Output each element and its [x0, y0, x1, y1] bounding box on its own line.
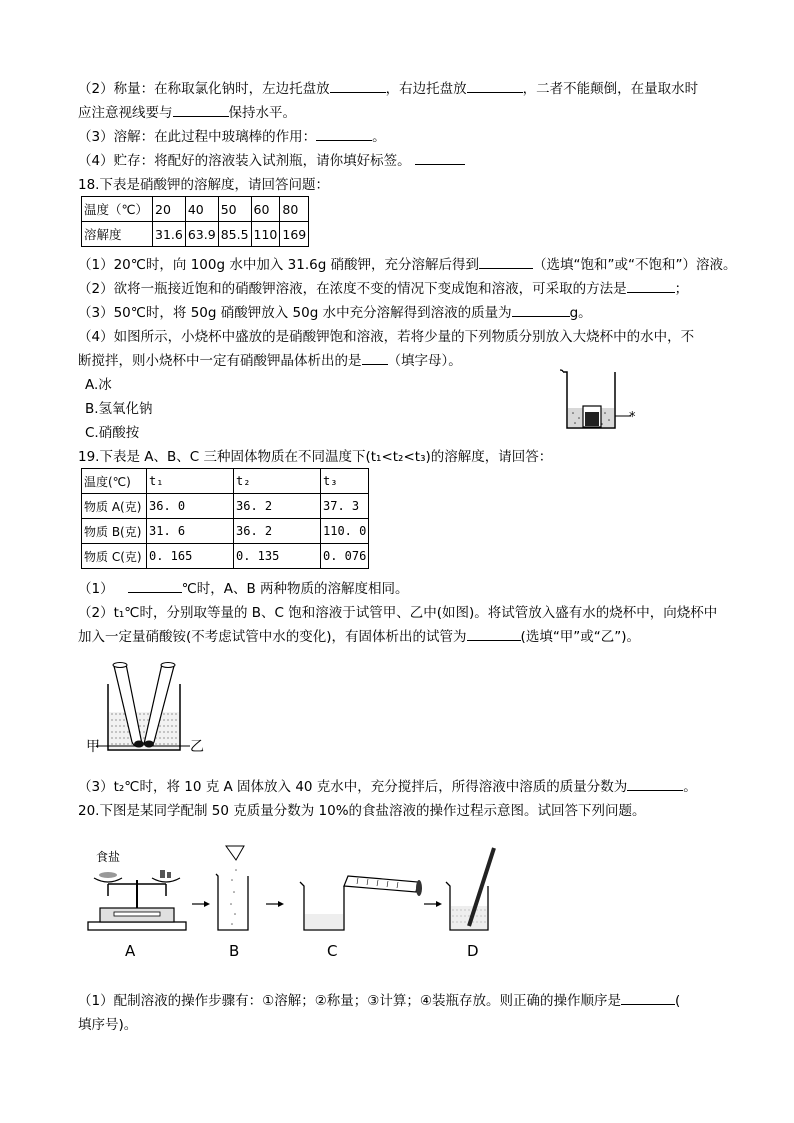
table-cell: 31.6 — [153, 222, 186, 247]
table-cell: 60 — [251, 197, 280, 222]
q19-part1 — [78, 580, 409, 598]
answer-blank[interactable] — [627, 778, 683, 791]
text: ； — [674, 281, 689, 297]
answer-blank[interactable] — [467, 80, 523, 93]
table-cell: 36. 2 — [234, 494, 321, 519]
q20-label-b: B — [229, 942, 240, 960]
q19-tube-label-yi: 乙 — [190, 739, 204, 755]
table-row — [82, 197, 309, 222]
table-row — [82, 469, 369, 494]
table-cell: 0. 076 — [321, 544, 369, 569]
q17-part2-line1 — [78, 80, 698, 98]
answer-blank[interactable] — [330, 80, 386, 93]
q18-part4-line2 — [78, 352, 462, 370]
q19-solubility-table — [81, 468, 369, 569]
q19-tube-label-jia: 甲 — [86, 739, 100, 755]
table-cell: 溶解度 — [82, 222, 153, 247]
table-cell: 80 — [280, 197, 309, 222]
text: ℃时，A、B 两种物质的溶解度相同。 — [181, 581, 409, 597]
table-cell: 36. 0 — [147, 494, 234, 519]
q19-part2-line1: （2）t₁℃时，分别取等量的 B、C 饱和溶液于试管甲、乙中(如图)。将试管放入盛有水的烧杯中，向烧杯中 — [78, 605, 718, 621]
beaker-b-drawing — [216, 846, 248, 930]
answer-blank[interactable] — [479, 256, 533, 269]
table-cell: t₂ — [234, 469, 321, 494]
table-row — [82, 494, 369, 519]
q17-part2-line2 — [78, 104, 296, 122]
q19-stem: 19.下表是 A、B、C 三种固体物质在不同温度下(t₁<t₂<t₃)的溶解度，请回答： — [78, 449, 553, 465]
text: 应注意视线要与 — [78, 105, 173, 121]
table-cell: 36. 2 — [234, 519, 321, 544]
text: ，二者不能颠倒，在量取水时 — [522, 81, 699, 97]
q17-part3 — [78, 128, 386, 146]
q20-procedure-figure — [86, 840, 506, 964]
text: 加入一定量硝酸铵(不考虑试管中水的变化)，有固体析出的试管为 — [78, 629, 467, 645]
beaker-d-drawing — [446, 848, 494, 930]
text: （1）20℃时，向 100g 水中加入 31.6g 硝酸钾，充分溶解后得到 — [78, 257, 480, 273]
text: 。 — [372, 129, 386, 145]
q20-part1-line1 — [78, 992, 680, 1010]
q18-part3 — [78, 304, 592, 322]
answer-blank[interactable] — [362, 352, 388, 365]
table-cell: 0. 165 — [147, 544, 234, 569]
answer-blank[interactable] — [415, 152, 465, 165]
table-cell: 110 — [251, 222, 280, 247]
table-cell: 温度（℃） — [82, 197, 153, 222]
q18-part2 — [78, 280, 688, 298]
answer-blank[interactable] — [627, 280, 675, 293]
q18-solubility-table — [81, 196, 309, 247]
table-cell: 110. 0 — [321, 519, 369, 544]
q20-label-d: D — [467, 942, 479, 960]
q18-option-a: A.冰 — [85, 377, 112, 393]
text: 保持水平。 — [228, 105, 296, 121]
table-cell: t₁ — [147, 469, 234, 494]
q20-stem: 20.下图是某同学配制 50 克质量分数为 10%的食盐溶液的操作过程示意图。试回答下列问题。 — [78, 803, 646, 819]
text: （4）贮存：将配好的溶液装入试剂瓶，请你填好标签。 — [78, 153, 411, 169]
table-cell: 物质 B(克) — [82, 519, 147, 544]
q18-stem: 18.下表是硝酸钾的溶解度，请回答问题： — [78, 177, 329, 193]
text: （3）t₂℃时，将 10 克 A 固体放入 40 克水中，充分搅拌后，所得溶液中溶质的质量分数为 — [78, 779, 628, 795]
table-cell: 169 — [280, 222, 309, 247]
answer-blank[interactable] — [621, 992, 675, 1005]
table-cell: 温度(℃) — [82, 469, 147, 494]
text: 断搅拌，则小烧杯中一定有硝酸钾晶体析出的是 — [78, 353, 362, 369]
table-cell: 85.5 — [218, 222, 251, 247]
q17-part4 — [78, 152, 465, 170]
q19-test-tubes-figure — [84, 662, 204, 758]
text: (选填“甲”或“乙”)。 — [520, 629, 641, 645]
table-cell: 50 — [218, 197, 251, 222]
text: （3）溶解：在此过程中玻璃棒的作用： — [78, 129, 317, 145]
q18-part1 — [78, 256, 737, 274]
balance-drawing — [88, 870, 186, 930]
table-cell: 37. 3 — [321, 494, 369, 519]
q20-part1-line2: 填序号)。 — [78, 1017, 138, 1033]
table-cell: t₃ — [321, 469, 369, 494]
table-cell: 物质 A(克) — [82, 494, 147, 519]
text: ，右边托盘放 — [385, 81, 467, 97]
q18-option-c: C.硝酸按 — [85, 425, 140, 441]
q19-part3 — [78, 778, 697, 796]
beaker-c-drawing — [300, 876, 422, 930]
answer-blank[interactable] — [512, 304, 570, 317]
q18-part4-line1: （4）如图所示，小烧杯中盛放的是硝酸钾饱和溶液，若将少量的下列物质分别放入大烧杯中的水中，不 — [78, 329, 695, 345]
answer-blank[interactable] — [467, 628, 521, 641]
answer-blank[interactable] — [173, 104, 229, 117]
svg-text:*: * — [629, 410, 636, 425]
table-cell: 63.9 — [185, 222, 218, 247]
q20-label-c: C — [327, 942, 338, 960]
text: g。 — [569, 305, 592, 321]
table-cell: 0. 135 — [234, 544, 321, 569]
table-cell: 物质 C(克) — [82, 544, 147, 569]
table-row — [82, 519, 369, 544]
text: ( — [675, 993, 681, 1009]
table-cell: 20 — [153, 197, 186, 222]
text: （3）50℃时，将 50g 硝酸钾放入 50g 水中充分溶解得到溶液的质量为 — [78, 305, 512, 321]
text: （1）配制溶液的操作步骤有：①溶解；②称量；③计算；④装瓶存放。则正确的操作顺序是 — [78, 993, 621, 1009]
table-cell: 40 — [185, 197, 218, 222]
text: （2）称量：在称取氯化钠时，左边托盘放 — [78, 81, 330, 97]
text: （选填“饱和”或“不饱和”）溶液。 — [533, 257, 737, 273]
q19-part2-line2 — [78, 628, 640, 646]
table-cell: 31. 6 — [147, 519, 234, 544]
table-row — [82, 544, 369, 569]
table-row — [82, 222, 309, 247]
text: （填字母）。 — [387, 353, 462, 369]
q18-option-b: B.氢氧化钠 — [85, 401, 153, 417]
q20-label-a: A — [125, 942, 136, 960]
answer-blank[interactable] — [316, 128, 372, 141]
text: 。 — [683, 779, 697, 795]
q18-beaker-figure — [555, 366, 645, 436]
text: （1） — [78, 581, 114, 597]
answer-blank[interactable] — [128, 580, 182, 593]
text: （2）欲将一瓶接近饱和的硝酸钾溶液，在浓度不变的情况下变成饱和溶液，可采取的方法是 — [78, 281, 627, 297]
q20-salt-label: 食盐 — [96, 850, 121, 864]
